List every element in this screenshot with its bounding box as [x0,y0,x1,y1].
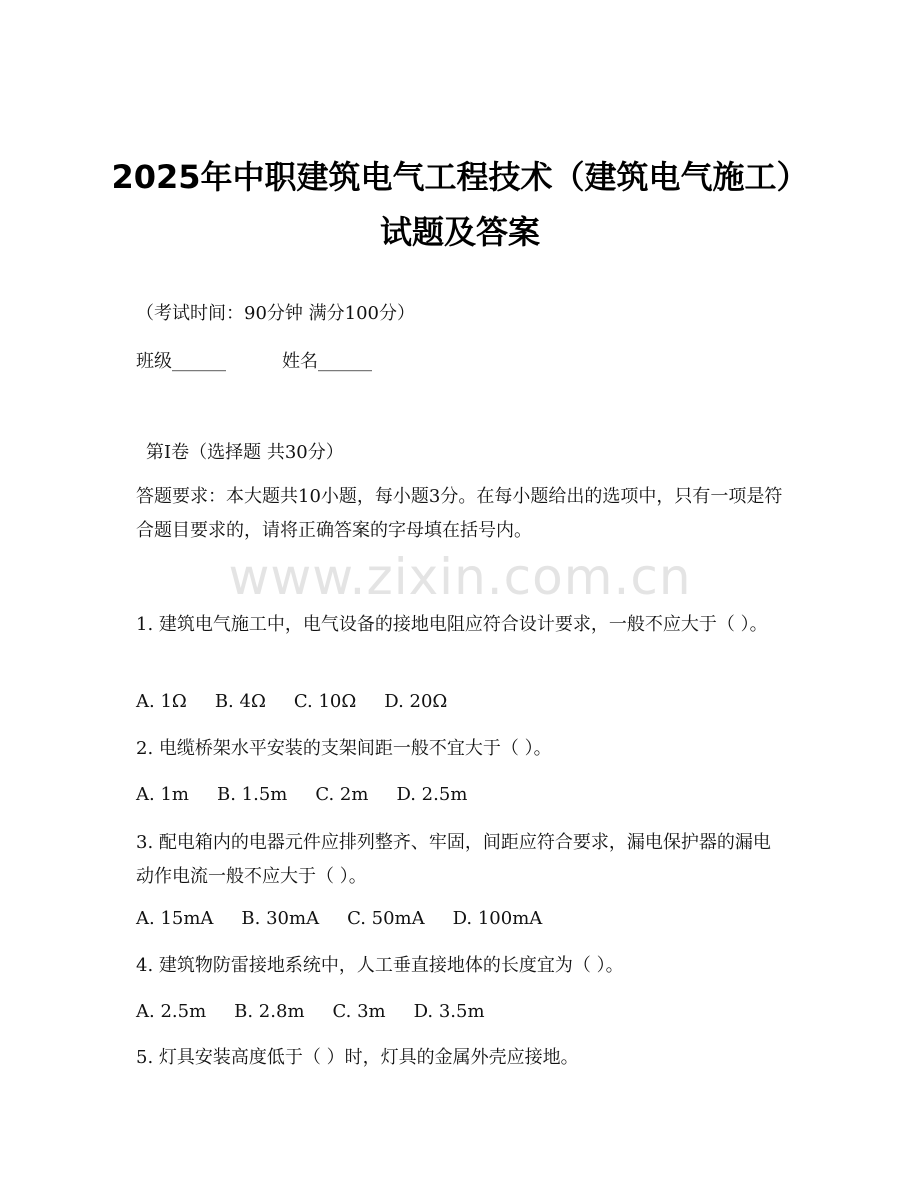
question-1: 1. 建筑电气施工中，电气设备的接地电阻应符合设计要求，一般不应大于（ ）。 [136,614,768,635]
option-d: D. 100mA [452,908,543,929]
option-c: C. 50mA [347,908,425,929]
option-b: B. 1.5m [216,784,288,805]
section-title: 第Ⅰ卷（选择题 共30分） [146,442,344,463]
question-4-options [136,1000,485,1024]
question-5: 5. 灯具安装高度低于（ ）时，灯具的金属外壳应接地。 [136,1047,579,1068]
question-4: 4. 建筑物防雷接地系统中，人工垂直接地体的长度宜为（ ）。 [136,955,624,976]
name-label: 姓名______ [282,351,372,372]
question-2: 2. 电缆桥架水平安装的支架间距一般不宜大于（ ）。 [136,738,552,759]
student-info-row [136,350,372,374]
option-b: B. 30mA [241,908,320,929]
document-title: 2025年中职建筑电气工程技术（建筑电气施工）试题及答案 [111,158,809,251]
option-a: A. 2.5m [136,1001,207,1022]
option-c: C. 10Ω [293,691,357,712]
option-b: B. 4Ω [214,691,266,712]
instructions: 答题要求：本大题共10小题，每小题3分。在每小题给出的选项中，只有一项是符合题目要求的，请将正确答案的字母填在括号内。 [136,486,783,541]
option-b: B. 2.8m [234,1001,305,1022]
option-d: D. 2.5m [396,784,468,805]
option-a: A. 1m [136,784,189,805]
question-2-options [136,783,467,807]
question-3-options [136,907,542,931]
question-3: 3. 配电箱内的电器元件应排列整齐、牢固，间距应符合要求，漏电保护器的漏电动作电流一般不应大于（ ）。 [136,832,771,887]
watermark: www.zixin.com.cn [228,548,692,606]
option-c: C. 2m [315,784,369,805]
option-a: A. 1Ω [136,691,187,712]
class-label: 班级______ [136,351,226,372]
exam-info: （考试时间：90分钟 满分100分） [136,303,415,324]
question-1-options [136,690,447,714]
option-d: D. 20Ω [384,691,448,712]
option-d: D. 3.5m [413,1001,485,1022]
option-c: C. 3m [332,1001,386,1022]
option-a: A. 15mA [136,908,214,929]
